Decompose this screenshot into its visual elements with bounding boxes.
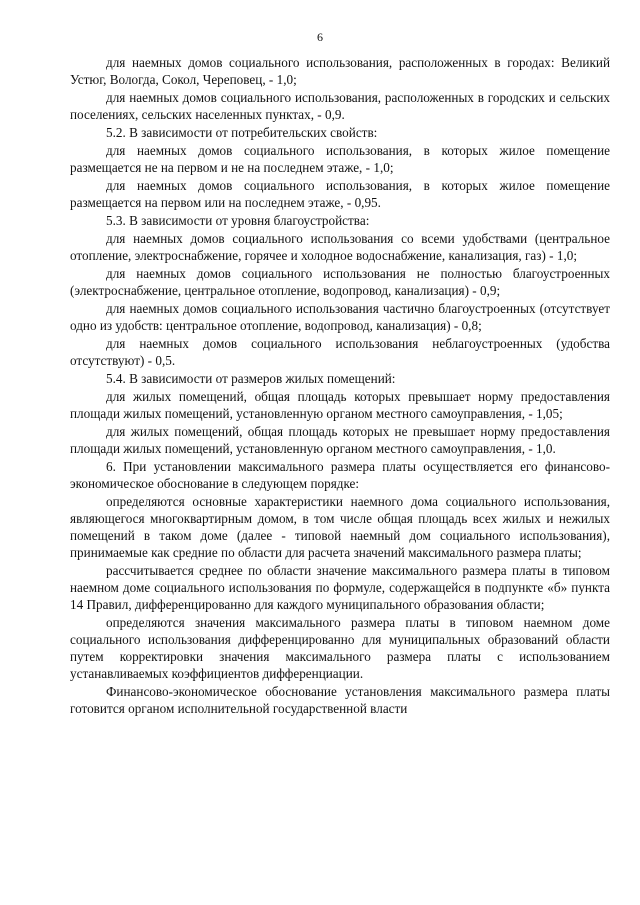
paragraph: Финансово-экономическое обоснование установления максимального размера платы готовится органом исполнительной государственной власти — [70, 684, 610, 716]
section-heading: 5.3. В зависимости от уровня благоустройства: — [106, 213, 370, 228]
paragraph: для жилых помещений, общая площадь которых не превышает норму предоставления площади жилых помещений, установленную органом местного самоуправления, - 1,0. — [70, 424, 610, 456]
paragraph: 6. При установлении максимального размера платы осуществляется его финансово-экономическое обоснование в следующем порядке: — [70, 459, 610, 491]
paragraph: для жилых помещений, общая площадь которых превышает норму предоставления площади жилых помещений, установленную органом местного самоуправления, - 1,05; — [70, 389, 610, 421]
paragraph: для наемных домов социального использования не полностью благоустроенных (электроснабжение, центральное отопление, водопровод, канализация) - 0,9; — [70, 266, 610, 298]
section-heading: 5.4. В зависимости от размеров жилых помещений: — [106, 371, 396, 386]
paragraph: для наемных домов социального использования неблагоустроенных (удобства отсутствуют) - 0,5. — [70, 336, 610, 368]
paragraph: рассчитывается среднее по области значение максимального размера платы в типовом наемном доме социального использования по формуле, содержащейся в подпункте «б» пункта 14 Правил, дифференцированно для каждого муниципального образования области; — [70, 563, 610, 612]
paragraph: для наемных домов социального использования, расположенных в городах: Великий Устюг, Вологда, Сокол, Череповец, - 1,0; — [70, 55, 610, 87]
paragraph: для наемных домов социального использования, в которых жилое помещение размещается на первом или на последнем этаже, - 0,95. — [70, 178, 610, 210]
page-number: 6 — [317, 30, 323, 44]
paragraph: определяются основные характеристики наемного дома социального использования, являющегося многоквартирным домом, в том числе общая площадь всех жилых и нежилых помещений в таком доме (далее - типовой наемный дом социального использования), принимаемые как средние по области для расчета значений максимального размера платы; — [70, 494, 610, 560]
paragraph: для наемных домов социального использования со всеми удобствами (центральное отопление, электроснабжение, горячее и холодное водоснабжение, канализация, газ) - 1,0; — [70, 231, 610, 263]
paragraph: для наемных домов социального использования частично благоустроенных (отсутствует одно из удобств: центральное отопление, водопровод, канализация) - 0,8; — [70, 301, 610, 333]
paragraph: определяются значения максимального размера платы в типовом наемном доме социального использования дифференцированно для муниципальных образований области путем корректировки значения максимального размера платы с использованием устанавливаемых коэффициентов дифференциации. — [70, 615, 610, 681]
paragraph: для наемных домов социального использования, в которых жилое помещение размещается не на первом и не на последнем этаже, - 1,0; — [70, 143, 610, 175]
paragraph: для наемных домов социального использования, расположенных в городских и сельских поселениях, сельских населенных пунктах, - 0,9. — [70, 90, 610, 122]
body-text — [70, 54, 610, 717]
section-heading: 5.2. В зависимости от потребительских свойств: — [106, 125, 378, 140]
